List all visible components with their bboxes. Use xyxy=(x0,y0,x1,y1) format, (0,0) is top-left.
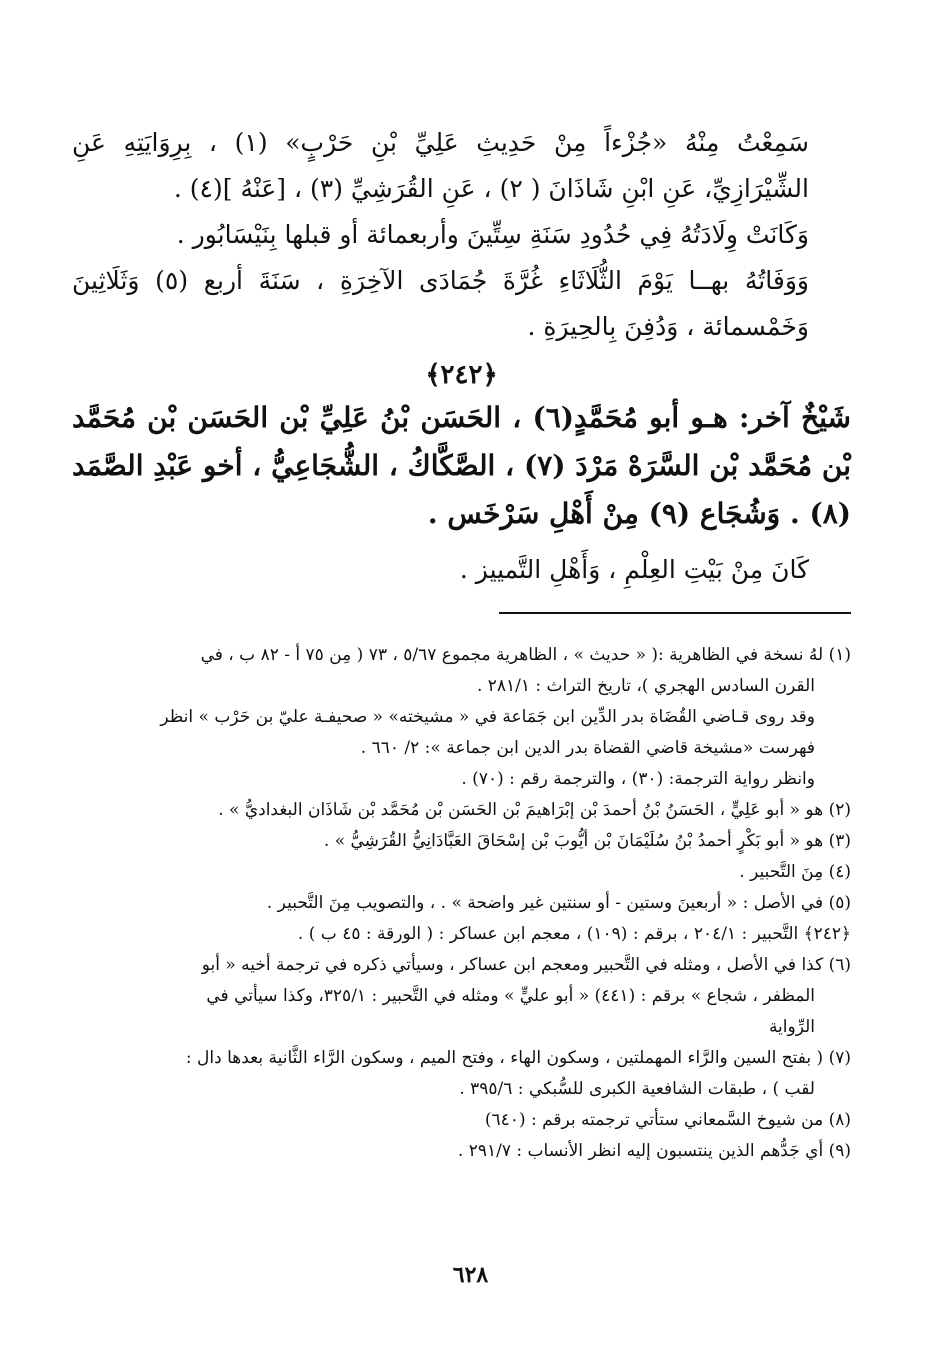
entry-number: ﴿٢٤٢﴾ xyxy=(425,360,498,390)
main-paragraph-1: سَمِعْتُ مِنْهُ «جُزْءاً مِنْ حَدِيثِ عَلِيِّ بْنِ حَرْبٍ» (١) ، بِرِوَايَتِهِ عَنِ الشِّيْرَازِيِّ، عَنِ ابْنِ شَاذَانَ ( ٢) ، عَنِ القُرَشِيِّ (٣) ، [عَنْهُ ](٤) . xyxy=(72,128,809,203)
footnote-line: وانظر رواية الترجمة: (٣٠) ، والترجمة رقم : (٧٠) . xyxy=(461,769,815,789)
footnote-line: (٤) مِنَ التَّحبير . xyxy=(739,862,851,882)
footnote-line: (١) لهُ نسخة في الظاهرية :( « حديث » ، الظاهرية مجموع ٥/٦٧ ، ٧٣ ( مِن ٧٥ أ - ٨٢ ب ، في xyxy=(200,645,851,665)
footnote-line: وقد روى قـاضي القُضَاة بدر الدِّين ابن جَمَاعة في « مشيخته» « صحيفـة عليّ بن حَرْب » انظر xyxy=(160,707,815,727)
footnote-divider xyxy=(499,612,851,614)
main-paragraph-3: وَوَفَاتُهُ بهــا يَوْمَ الثُّلَاثَاءِ غُرَّةَ جُمَادَى الآخِرَةِ ، سَنَةَ أربع (٥) وَثَلَاثِينَ وَخَمْسمائة ، وَدُفِنَ بِالحِيرَةِ . xyxy=(72,266,809,341)
footnote-line: لقب ) ، طبقات الشافعية الكبرى للسُّبكي : ٣٩٥/٦ . xyxy=(459,1079,815,1099)
main-paragraph-2: وَكَانَتْ وِلَادَتُهُ فِي حُدُودِ سَنَةِ سِتِّينَ وأربعمائة أو قبلها بِنَيْسَابُور . xyxy=(176,220,809,249)
footnote-line: المظفر ، شجاع » برقم : (٤٤١) « أبو عليٍّ » ومثله في التَّحبير : ٣٢٥/١، وكذا سيأتي في xyxy=(206,986,815,1006)
footnote-line: فهرست «مشيخة قاضي القضاة بدر الدين ابن جماعة »: ٢/ ٦٦٠ . xyxy=(360,738,815,758)
footnote-line: (٢) هو « أبو عَلِيٍّ ، الحَسَنُ بْنُ أحمدَ بْن إبْرَاهيمَ بْن الحَسَن بْن مُحَمَّد بْن شَاذَان البغداديُّ » . xyxy=(218,800,851,820)
footnotes xyxy=(72,640,851,1167)
biography-heading: شَيْخٌ آخر: هـو أبو مُحَمَّدٍ(٦) ، الحَسَن بْنُ عَلِيِّ بْن الحَسَن بْن مُحَمَّد بْن مُحَمَّد بْن السَّرَهْ مَرْدَ (٧) ، الصَّكَّاكُ ، الشُّجَاعِيُّ ، أخو عَبْدِ الصَّمَد (٨) . وَشُجَاع (٩) مِنْ أَهْلِ سَرْخَس . xyxy=(72,401,851,530)
footnote-line: (٩) أي جَدُّهم الذين ينتسبون إليه انظر الأنساب : ٢٩١/٧ . xyxy=(457,1141,851,1161)
footnote-line: (٥) في الأصل : « أربعينَ وستين - أو سنتين غير واضحة » . ، والتصويب مِنَ التَّحبير . xyxy=(266,893,851,913)
main-text xyxy=(72,120,851,350)
footnote-line: القرن السادس الهجري )، تاريخ التراث : ٢٨١/١ . xyxy=(476,676,815,696)
footnote-line: الرِّواية xyxy=(768,1017,815,1037)
footnote-line: (٣) هو « أبو بَكْرٍ أحمدُ بْنُ سُلَيْمَانَ بْن أيُّوبَ بْن إسْحَاقَ العَبَّادَانِيُّ القُرَشِيُّ » . xyxy=(323,831,851,851)
page-number: ٦٢٨ xyxy=(452,1262,489,1288)
footnote-line: ﴿٢٤٢﴾ التَّحبير : ٢٠٤/١ ، برقم : (١٠٩) ، معجم ابن عساكر : ( الورقة : ٤٥ ب ) . xyxy=(297,924,851,944)
footnote-line: (٨) من شيوخ السَّمعاني ستأتي ترجمته برقم : (٦٤٠) xyxy=(484,1110,851,1130)
footnote-line: (٧) ( بفتح السين والرَّاء المهملتين ، وسكون الهاء ، وفتح الميم ، وسكون الرَّاء الثَّانية بعدها دال : xyxy=(185,1048,851,1068)
biography-note: كَانَ مِنْ بَيْتِ العِلْمِ ، وَأَهْلِ التَّمييز . xyxy=(459,555,809,584)
biography-entry xyxy=(72,394,851,594)
footnote-line: (٦) كذا في الأصل ، ومثله في التَّحبير ومعجم ابن عساكر ، وسيأتي ذكره في ترجمة أخيه « أبو xyxy=(201,955,851,975)
